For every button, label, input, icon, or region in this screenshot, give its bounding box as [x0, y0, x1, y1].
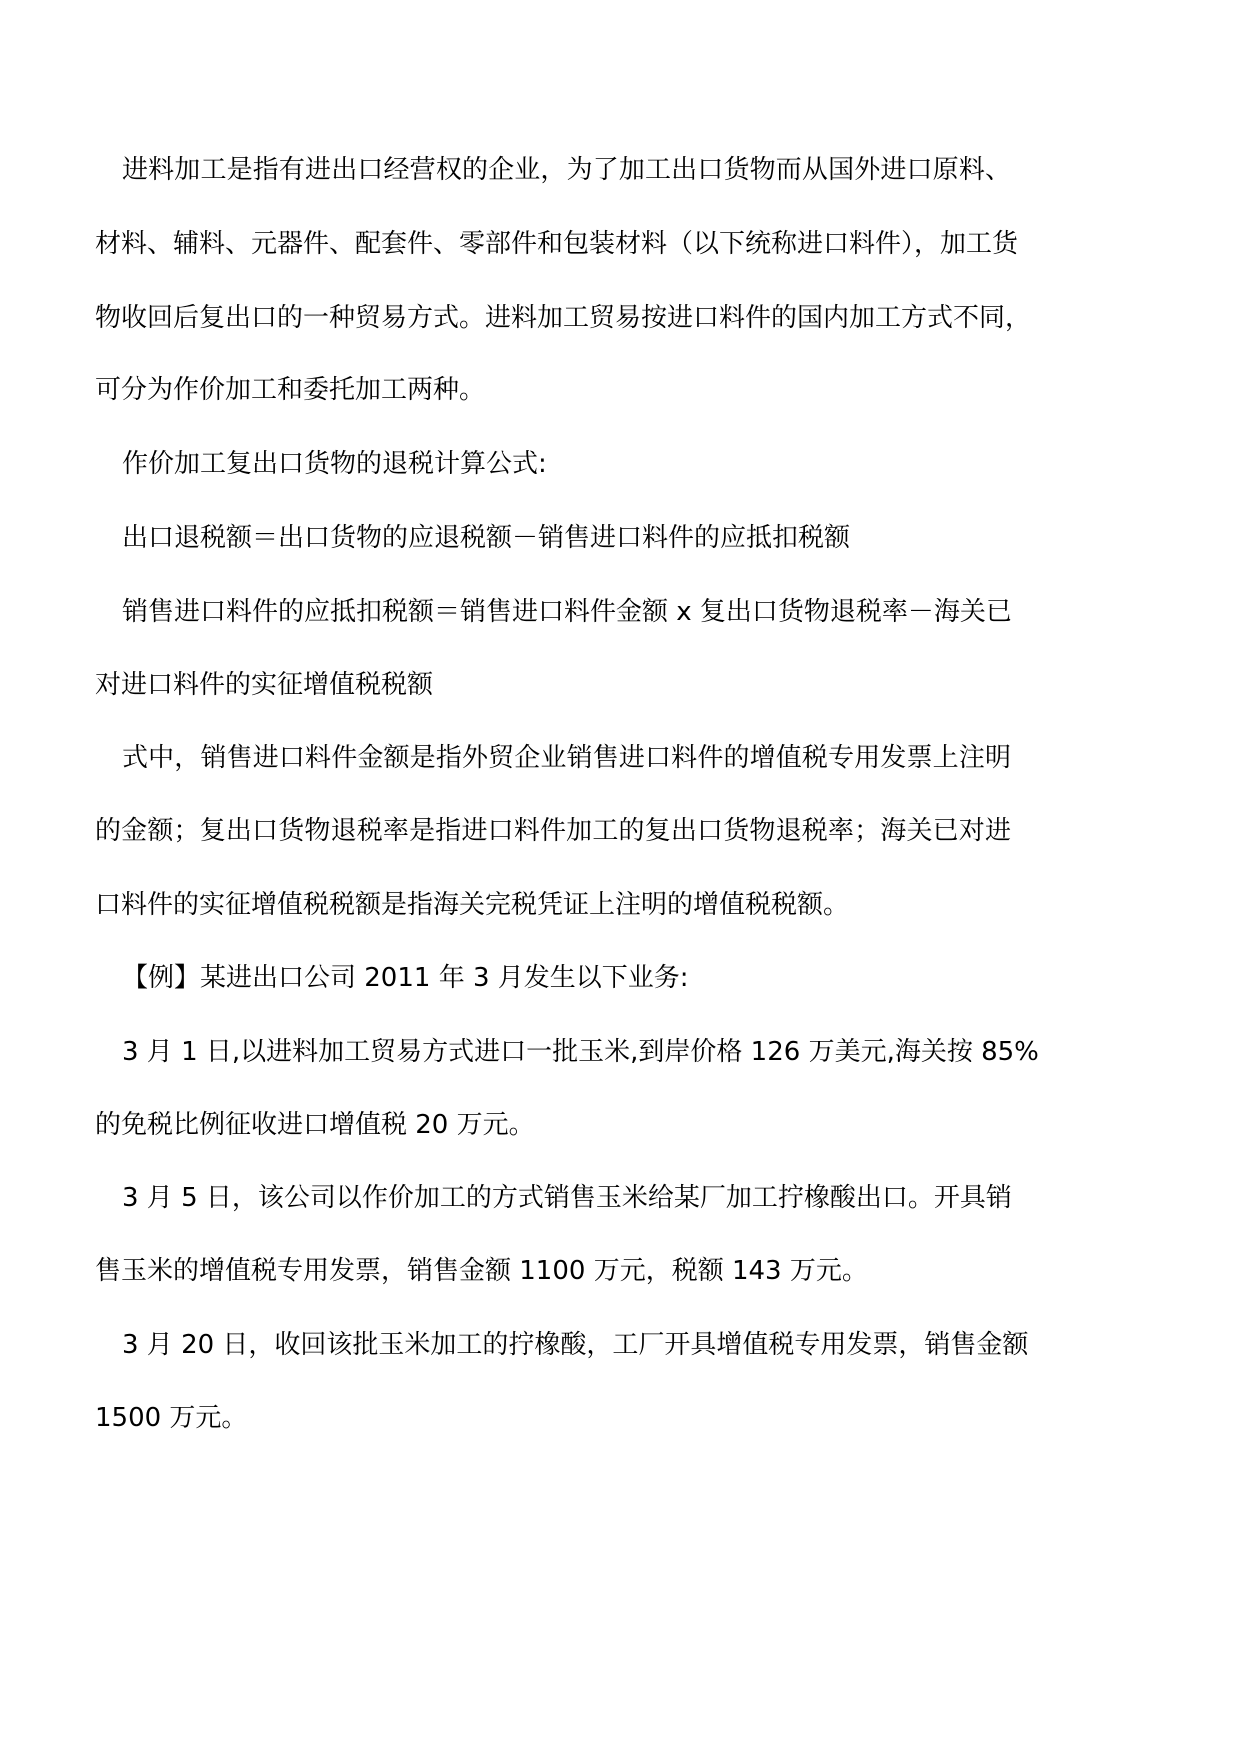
text-line: 【例】某进出口公司 2011 年 3 月发生以下业务: — [122, 963, 689, 993]
text-line: 的免税比例征收进口增值税 20 万元。 — [95, 1110, 535, 1140]
text-line: 物收回后复出口的一种贸易方式。进料加工贸易按进口料件的国内加工方式不同， — [95, 303, 1032, 333]
text-line: 出口退税额＝出口货物的应退税额－销售进口料件的应抵扣税额 — [122, 523, 851, 553]
text-line: 作价加工复出口货物的退税计算公式: — [122, 449, 547, 479]
text-line: 3 月 1 日,以进料加工贸易方式进口一批玉米,到岸价格 126 万美元,海关按 85% — [122, 1037, 1039, 1067]
text-line: 3 月 5 日，该公司以作价加工的方式销售玉米给某厂加工拧橡酸出口。开具销 — [122, 1183, 1012, 1213]
text-line: 可分为作价加工和委托加工两种。 — [95, 375, 486, 405]
text-line: 材料、辅料、元器件、配套件、零部件和包装材料（以下统称进口料件），加工货 — [95, 229, 1019, 259]
text-line: 销售进口料件的应抵扣税额＝销售进口料件金额 x 复出口货物退税率－海关已 — [122, 597, 1012, 627]
text-line: 售玉米的增值税专用发票，销售金额 1100 万元，税额 143 万元。 — [95, 1256, 868, 1286]
text-line: 口料件的实征增值税税额是指海关完税凭证上注明的增值税税额。 — [95, 890, 850, 920]
text-line: 进料加工是指有进出口经营权的企业，为了加工出口货物而从国外进口原料、 — [122, 155, 1011, 185]
text-line: 3 月 20 日，收回该批玉米加工的拧橡酸，工厂开具增值税专用发票，销售金额 — [122, 1330, 1029, 1360]
text-line: 的金额；复出口货物退税率是指进口料件加工的复出口货物退税率；海关已对进 — [95, 816, 1011, 846]
text-line: 对进口料件的实征增值税税额 — [95, 670, 434, 700]
text-line: 式中，销售进口料件金额是指外贸企业销售进口料件的增值税专用发票上注明 — [122, 743, 1011, 773]
text-line: 1500 万元。 — [95, 1403, 248, 1433]
